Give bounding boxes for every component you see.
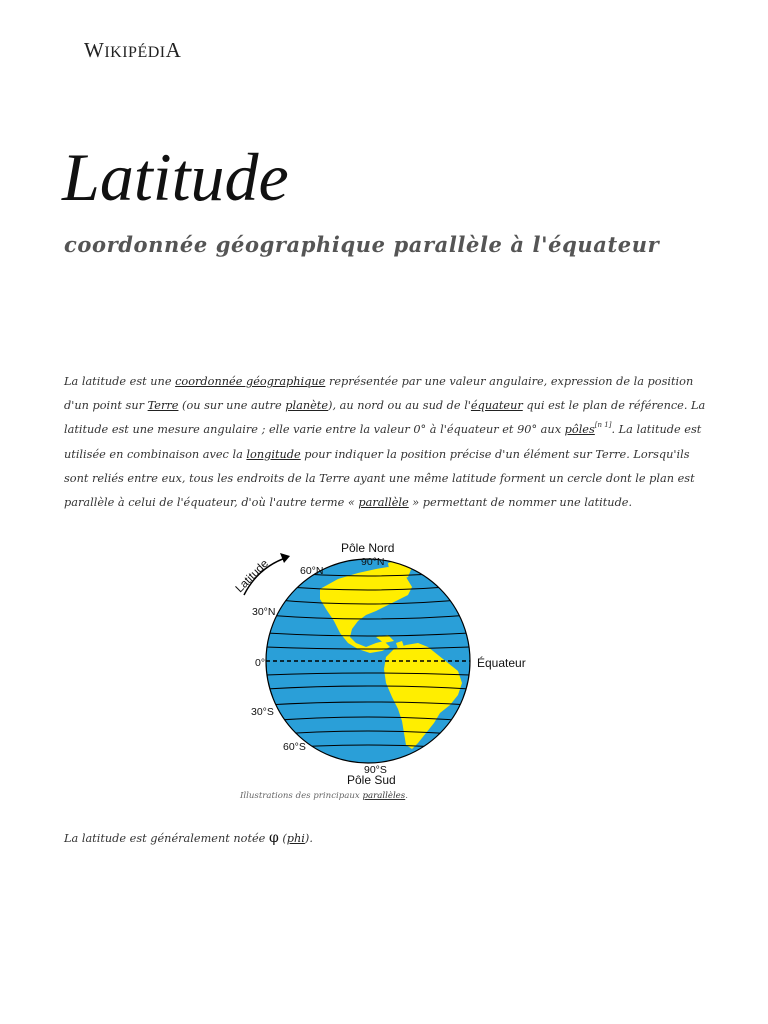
intro-text: » permettant de nommer une latitude. — [408, 496, 633, 510]
globe-diagram — [226, 537, 542, 789]
intro-text: représentée par une valeur angulaire, expression de la position d'un point sur — [64, 375, 694, 413]
link-poles[interactable]: pôles — [564, 423, 595, 437]
latitude-arrow-label: Latitude — [233, 557, 272, 596]
latitude-globe-figure[interactable] — [226, 537, 542, 789]
intro-text: . La latitude est utilisée en combinaison avec la — [64, 423, 702, 461]
notation-text: ( — [278, 832, 287, 845]
equateur-label: Équateur — [477, 656, 526, 670]
wordmark-last-letter: A — [165, 38, 182, 62]
figure-caption — [240, 791, 408, 801]
link-planete[interactable]: planète — [285, 399, 329, 413]
lat-0-label: 0° — [255, 657, 266, 669]
page-subtitle: coordonnée géographique parallèle à l'équateur — [64, 232, 660, 257]
phi-symbol: φ — [268, 830, 279, 846]
lat-30n-label: 30°N — [252, 606, 276, 618]
pole-sud-label: Pôle Sud — [347, 773, 396, 787]
intro-text: La latitude est une — [64, 375, 176, 388]
intro-text: pour indiquer la position précise d'un élément sur Terre. Lorsqu'ils sont reliés entre eux, tous les endroits de la Terre ayant une même latitude forment un cercle dont le plan est parallèle à celui de l'équateur, d'où l'autre terme « — [64, 447, 695, 510]
lat-60s-label: 60°S — [283, 741, 306, 753]
caption-end: . — [405, 791, 408, 801]
caption-text: Illustrations des principaux — [240, 791, 363, 801]
footnote-ref[interactable]: [n 1] — [594, 421, 612, 430]
intro-paragraph — [64, 370, 708, 515]
wordmark-first-letter: W — [84, 38, 105, 62]
link-coordonnee-geographique[interactable]: coordonnée géographique — [175, 375, 326, 388]
notation-text: est généralement notée — [126, 832, 269, 845]
notation-text: ). — [304, 832, 313, 845]
link-longitude[interactable]: longitude — [246, 447, 301, 461]
notation-paragraph — [64, 826, 708, 851]
pole-nord-label: Pôle Nord — [341, 541, 395, 555]
lat-90n-label: 90°N — [361, 556, 385, 568]
lat-60n-label: 60°N — [300, 565, 324, 577]
intro-text: (ou sur une autre — [178, 399, 286, 413]
wordmark-small-caps: IKIPÉDI — [104, 44, 166, 61]
page-title: Latitude — [62, 139, 289, 215]
arrow-head — [280, 553, 290, 563]
lat-90s-label: 90°S — [364, 764, 387, 776]
intro-text: ), au nord ou au sud de l' — [328, 399, 471, 413]
link-equateur[interactable]: équateur — [470, 399, 523, 413]
lat-30s-label: 30°S — [251, 706, 274, 718]
notation-emphasis: latitude — [81, 832, 127, 845]
intro-text: qui est le plan de référence. La latitude est une mesure angulaire ; elle varie entre la valeur 0° à l'équateur et 90° aux — [64, 399, 706, 437]
link-parallele[interactable]: parallèle — [358, 496, 409, 510]
caption-link-paralleles[interactable]: parallèles — [362, 791, 406, 801]
wikipedia-wordmark[interactable] — [84, 38, 181, 63]
notation-text: La — [64, 832, 82, 845]
link-terre[interactable]: Terre — [147, 399, 179, 413]
link-phi[interactable]: phi — [286, 832, 305, 845]
